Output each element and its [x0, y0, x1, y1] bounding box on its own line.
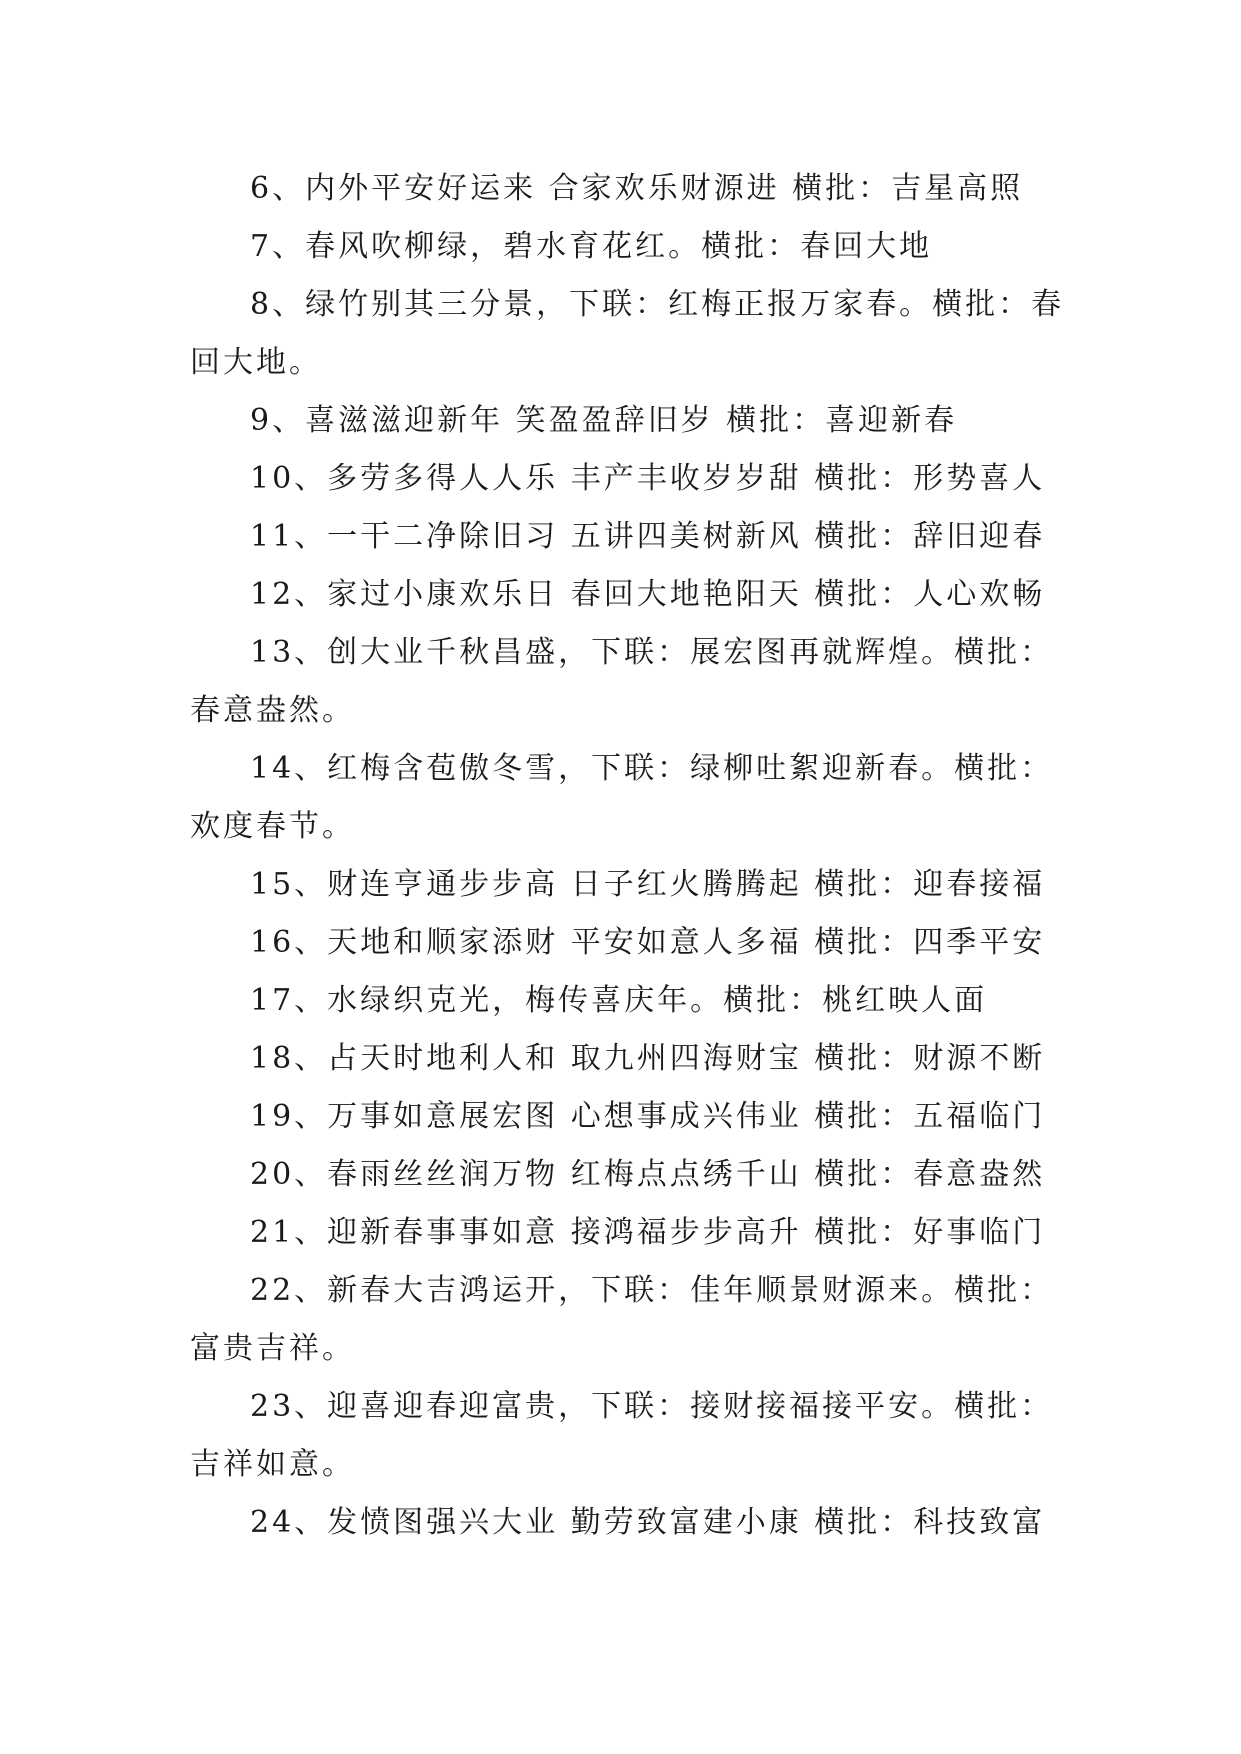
couplet-line-15: 15、财连亨通步步高 日子红火腾腾起 横批：迎春接福 [250, 867, 1046, 902]
couplet-line-18: 18、占天时地利人和 取九州四海财宝 横批：财源不断 [250, 1041, 1046, 1076]
couplet-line-10: 10、多劳多得人人乐 丰产丰收岁岁甜 横批：形势喜人 [250, 461, 1046, 496]
couplet-line-19: 19、万事如意展宏图 心想事成兴伟业 横批：五福临门 [250, 1099, 1046, 1134]
couplet-line-14: 14、红梅含苞傲冬雪，下联：绿柳吐絮迎新春。横批：欢度春节。 [190, 751, 1054, 844]
couplet-line-11: 11、一干二净除旧习 五讲四美树新风 横批：辞旧迎春 [250, 519, 1046, 554]
couplet-line-17: 17、水绿织克光，梅传喜庆年。横批：桃红映人面 [250, 983, 988, 1018]
couplet-line-22: 22、新春大吉鸿运开，下联：佳年顺景财源来。横批：富贵吉祥。 [190, 1273, 1054, 1366]
couplet-line-7: 7、春风吹柳绿，碧水育花红。横批：春回大地 [250, 229, 933, 264]
couplet-list [190, 160, 1070, 1552]
couplet-line-13: 13、创大业千秋昌盛，下联：展宏图再就辉煌。横批：春意盎然。 [190, 635, 1054, 728]
couplet-line-12: 12、家过小康欢乐日 春回大地艳阳天 横批：人心欢畅 [250, 577, 1046, 612]
couplet-line-9: 9、喜滋滋迎新年 笑盈盈辞旧岁 横批：喜迎新春 [250, 403, 958, 438]
couplet-line-21: 21、迎新春事事如意 接鸿福步步高升 横批：好事临门 [250, 1215, 1046, 1250]
couplet-line-20: 20、春雨丝丝润万物 红梅点点绣千山 横批：春意盎然 [250, 1157, 1046, 1192]
couplet-line-23: 23、迎喜迎春迎富贵，下联：接财接福接平安。横批：吉祥如意。 [190, 1389, 1054, 1482]
couplet-line-24: 24、发愤图强兴大业 勤劳致富建小康 横批：科技致富 [250, 1505, 1046, 1540]
couplet-line-8: 8、绿竹别其三分景，下联：红梅正报万家春。横批：春回大地。 [190, 287, 1065, 380]
couplet-line-6: 6、内外平安好运来 合家欢乐财源进 横批：吉星高照 [250, 171, 1024, 206]
couplet-line-16: 16、天地和顺家添财 平安如意人多福 横批：四季平安 [250, 925, 1046, 960]
